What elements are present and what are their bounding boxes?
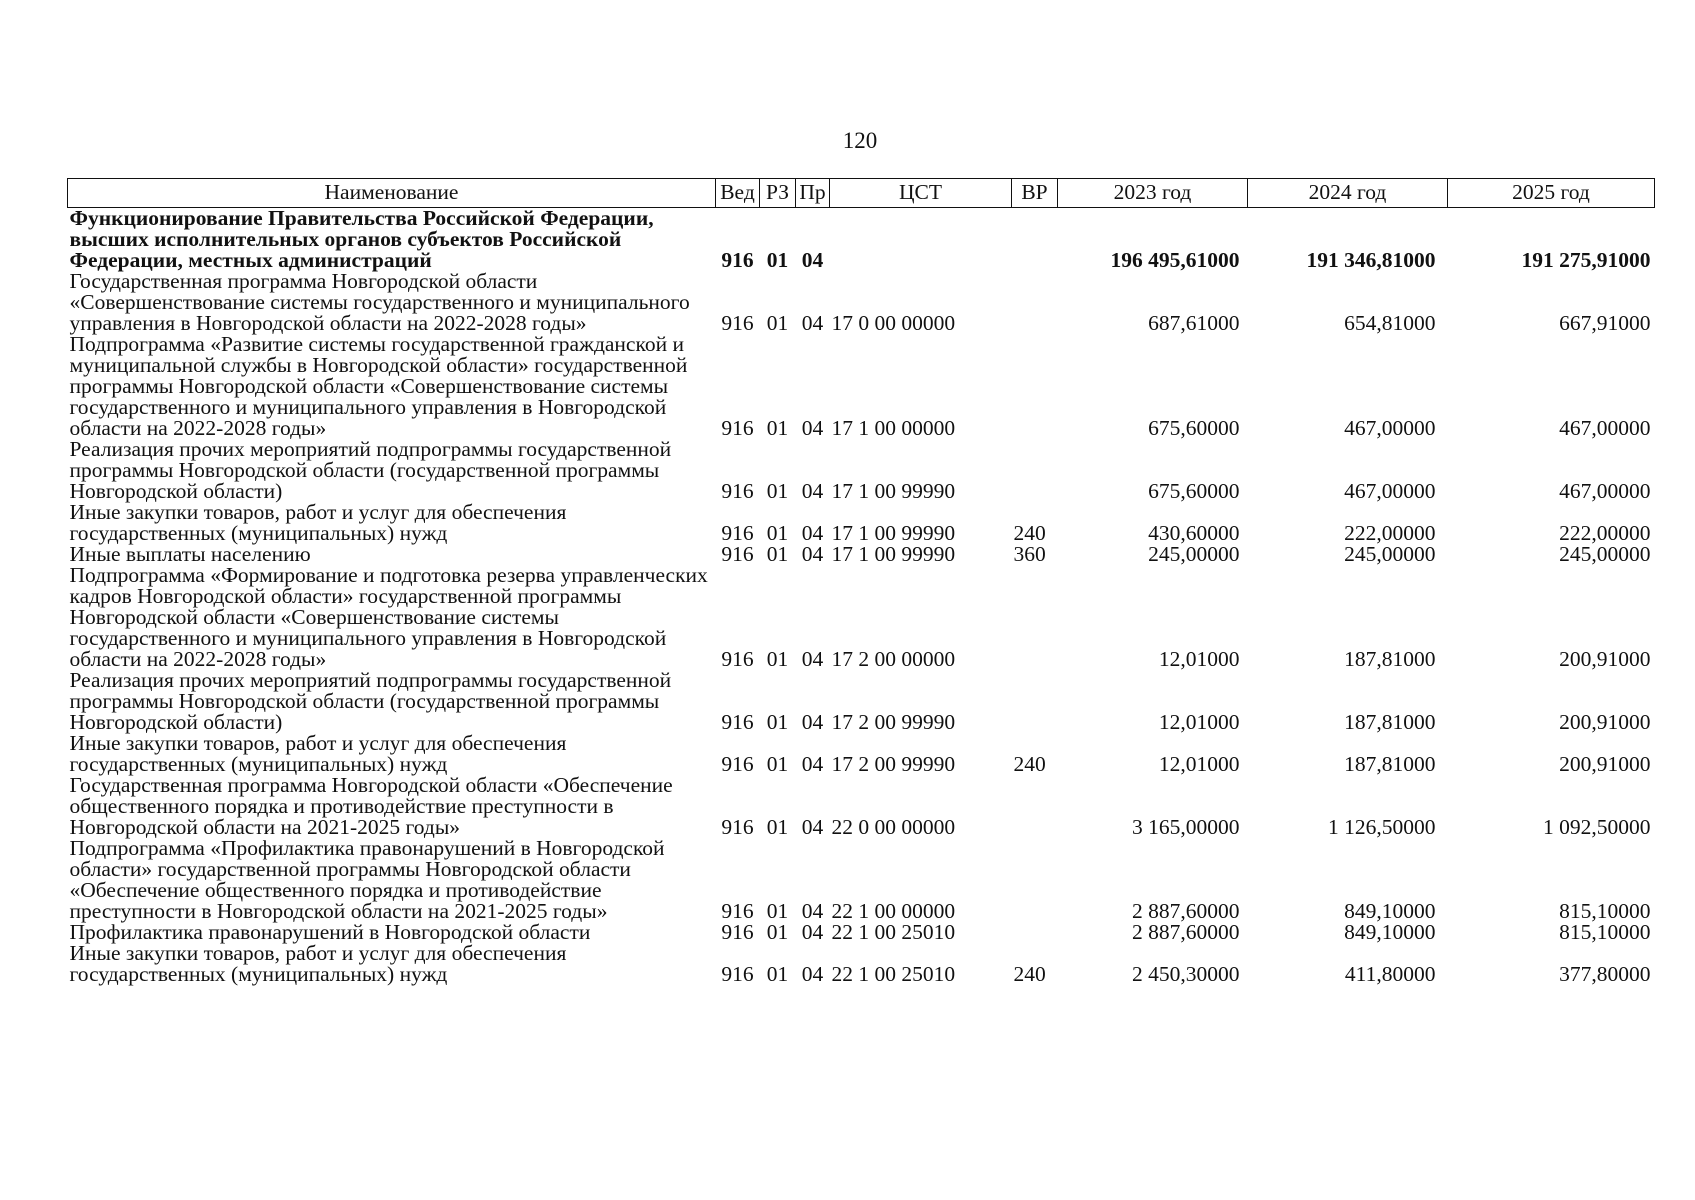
- row-cst: 17 1 00 99990: [831, 542, 956, 566]
- row-vr: 240: [1013, 521, 1046, 545]
- row-ved: 916: [721, 962, 754, 986]
- row-rz: 01: [766, 815, 789, 839]
- row-pr: 04: [801, 521, 824, 545]
- row-amount-2023: 12,01000: [1158, 752, 1240, 776]
- row-name: Функционирование Правительства Российской Федерации, высших исполнительных органов субъектов Российской Федерации, местных администраций: [69, 206, 654, 272]
- header-2024: 2024 год: [1248, 179, 1448, 208]
- row-amount-2025: 222,00000: [1559, 521, 1651, 545]
- row-ved: 916: [721, 416, 754, 440]
- row-cst: 22 1 00 25010: [831, 962, 956, 986]
- table-row: [68, 838, 1655, 922]
- row-rz: 01: [766, 920, 789, 944]
- row-name: Реализация прочих мероприятий подпрограммы государственной программы Новгородской области (государственной программы Новгородской области): [69, 668, 672, 734]
- row-amount-2023: 2 887,60000: [1132, 899, 1240, 923]
- row-ved: 916: [721, 710, 754, 734]
- row-cst: 17 2 00 00000: [831, 647, 956, 671]
- table-row: [68, 439, 1655, 502]
- row-amount-2024: 849,10000: [1344, 920, 1436, 944]
- row-cst: 17 2 00 99990: [831, 710, 956, 734]
- row-amount-2024: 1 126,50000: [1328, 815, 1436, 839]
- row-ved: 916: [721, 521, 754, 545]
- row-amount-2025: 200,91000: [1559, 752, 1651, 776]
- row-amount-2023: 3 165,00000: [1132, 815, 1240, 839]
- row-ved: 916: [721, 311, 754, 335]
- table-row: [68, 502, 1655, 544]
- row-cst: 17 1 00 00000: [831, 416, 956, 440]
- table-row: [68, 943, 1655, 985]
- row-name: Государственная программа Новгородской области «Совершенствование системы государственного и муниципального управления в Новгородской области на 2022-2028 годы»: [69, 269, 690, 335]
- row-vr: [1012, 565, 1058, 670]
- row-rz: 01: [766, 311, 789, 335]
- row-pr: 04: [801, 962, 824, 986]
- row-cst: 17 1 00 99990: [831, 479, 956, 503]
- header-2025: 2025 год: [1448, 179, 1655, 208]
- row-name: Иные закупки товаров, работ и услуг для обеспечения государственных (муниципальных) нужд: [69, 731, 567, 776]
- row-rz: 01: [766, 521, 789, 545]
- row-name: Подпрограмма «Профилактика правонарушений в Новгородской области» государственной программы Новгородской области «Обеспечение общественного порядка и противодействие преступности в Новгородской области на 2021-2025 годы»: [69, 836, 665, 923]
- row-ved: 916: [721, 542, 754, 566]
- row-amount-2024: 849,10000: [1344, 899, 1436, 923]
- row-ved: 916: [721, 899, 754, 923]
- table-body: [68, 208, 1655, 986]
- row-rz: 01: [766, 248, 789, 272]
- table-row: [68, 670, 1655, 733]
- row-vr: [1012, 208, 1058, 272]
- row-name: Иные закупки товаров, работ и услуг для обеспечения государственных (муниципальных) нужд: [69, 500, 567, 545]
- row-amount-2023: 675,60000: [1148, 479, 1240, 503]
- row-pr: 04: [801, 752, 824, 776]
- header-rz: РЗ: [760, 179, 796, 208]
- row-amount-2024: 187,81000: [1344, 710, 1436, 734]
- row-pr: 04: [801, 920, 824, 944]
- row-vr: 240: [1013, 962, 1046, 986]
- row-pr: 04: [801, 416, 824, 440]
- row-vr: [1012, 439, 1058, 502]
- row-rz: 01: [766, 542, 789, 566]
- row-amount-2024: 187,81000: [1344, 752, 1436, 776]
- row-ved: 916: [721, 647, 754, 671]
- row-cst: 17 1 00 99990: [831, 521, 956, 545]
- row-amount-2025: 377,80000: [1559, 962, 1651, 986]
- row-name: Реализация прочих мероприятий подпрограммы государственной программы Новгородской области (государственной программы Новгородской области): [69, 437, 672, 503]
- header-pr: Пр: [796, 179, 830, 208]
- row-pr: 04: [801, 899, 824, 923]
- row-vr: [1012, 271, 1058, 334]
- row-name: Подпрограмма «Развитие системы государственной гражданской и муниципальной службы в Новгородской области» государственной программы Новгородской области «Совершенствование системы государственного и муниципального управления в Новгородской области на 2022-2028 годы»: [69, 332, 688, 440]
- table-row: [68, 334, 1655, 439]
- row-vr: 360: [1013, 542, 1046, 566]
- table-row: [68, 565, 1655, 670]
- row-ved: 916: [721, 815, 754, 839]
- table-row: [68, 922, 1655, 943]
- row-name: Государственная программа Новгородской области «Обеспечение общественного порядка и противодействие преступности в Новгородской области на 2021-2025 годы»: [69, 773, 673, 839]
- row-amount-2025: 467,00000: [1559, 479, 1651, 503]
- row-rz: 01: [766, 962, 789, 986]
- row-amount-2025: 245,00000: [1559, 542, 1651, 566]
- table-row: [68, 544, 1655, 565]
- table-header: [68, 179, 1655, 208]
- page-number: 120: [842, 128, 878, 153]
- row-amount-2023: 430,60000: [1148, 521, 1240, 545]
- budget-table: [67, 178, 1655, 985]
- row-cst: [830, 208, 1012, 272]
- row-name: Подпрограмма «Формирование и подготовка резерва управленческих кадров Новгородской области» государственной программы Новгородской области «Совершенствование системы государственного и муниципального управления в Новгородской области на 2022-2028 годы»: [69, 563, 708, 671]
- row-vr: [1012, 775, 1058, 838]
- row-ved: 916: [721, 752, 754, 776]
- row-rz: 01: [766, 710, 789, 734]
- row-cst: 22 1 00 00000: [831, 899, 956, 923]
- row-amount-2025: 815,10000: [1559, 920, 1651, 944]
- row-amount-2023: 196 495,61000: [1110, 248, 1240, 272]
- row-amount-2024: 467,00000: [1344, 479, 1436, 503]
- header-ved: Вед: [716, 179, 760, 208]
- table-row: [68, 775, 1655, 838]
- row-amount-2025: 467,00000: [1559, 416, 1651, 440]
- row-name: Профилактика правонарушений в Новгородской области: [69, 920, 591, 944]
- row-amount-2024: 245,00000: [1344, 542, 1436, 566]
- row-name: Иные выплаты населению: [69, 542, 311, 566]
- row-amount-2024: 187,81000: [1344, 647, 1436, 671]
- row-pr: 04: [801, 311, 824, 335]
- row-name: Иные закупки товаров, работ и услуг для обеспечения государственных (муниципальных) нужд: [69, 941, 567, 986]
- row-vr: [1012, 838, 1058, 922]
- row-cst: 22 0 00 00000: [831, 815, 956, 839]
- row-amount-2025: 815,10000: [1559, 899, 1651, 923]
- row-ved: 916: [721, 248, 754, 272]
- row-ved: 916: [721, 479, 754, 503]
- header-2023: 2023 год: [1058, 179, 1248, 208]
- row-rz: 01: [766, 647, 789, 671]
- row-vr: [1012, 670, 1058, 733]
- row-amount-2023: 687,61000: [1148, 311, 1240, 335]
- row-pr: 04: [801, 542, 824, 566]
- row-amount-2025: 200,91000: [1559, 647, 1651, 671]
- row-amount-2023: 2 450,30000: [1132, 962, 1240, 986]
- row-amount-2025: 1 092,50000: [1543, 815, 1651, 839]
- row-amount-2025: 667,91000: [1559, 311, 1651, 335]
- row-ved: 916: [721, 920, 754, 944]
- row-amount-2024: 467,00000: [1344, 416, 1436, 440]
- row-amount-2023: 12,01000: [1158, 710, 1240, 734]
- row-amount-2024: 222,00000: [1344, 521, 1436, 545]
- row-amount-2024: 654,81000: [1344, 311, 1436, 335]
- row-cst: 17 0 00 00000: [831, 311, 956, 335]
- row-amount-2024: 191 346,81000: [1306, 248, 1436, 272]
- row-pr: 04: [801, 647, 824, 671]
- row-rz: 01: [766, 752, 789, 776]
- row-rz: 01: [766, 899, 789, 923]
- row-rz: 01: [766, 479, 789, 503]
- header-cst: ЦСТ: [830, 179, 1012, 208]
- row-vr: [1012, 334, 1058, 439]
- row-pr: 04: [801, 815, 824, 839]
- row-vr: 240: [1013, 752, 1046, 776]
- header-name: Наименование: [68, 179, 716, 208]
- row-pr: 04: [801, 710, 824, 734]
- row-amount-2023: 245,00000: [1148, 542, 1240, 566]
- row-amount-2023: 2 887,60000: [1132, 920, 1240, 944]
- row-amount-2024: 411,80000: [1344, 962, 1436, 986]
- row-cst: 17 2 00 99990: [831, 752, 956, 776]
- row-vr: [1012, 922, 1058, 943]
- row-rz: 01: [766, 416, 789, 440]
- row-amount-2025: 200,91000: [1559, 710, 1651, 734]
- table-row: [68, 271, 1655, 334]
- row-pr: 04: [801, 479, 824, 503]
- row-amount-2025: 191 275,91000: [1521, 248, 1651, 272]
- header-vr: ВР: [1012, 179, 1058, 208]
- row-amount-2023: 675,60000: [1148, 416, 1240, 440]
- row-amount-2023: 12,01000: [1158, 647, 1240, 671]
- table-row: [68, 733, 1655, 775]
- table-row: [68, 208, 1655, 272]
- row-pr: 04: [801, 248, 824, 272]
- row-cst: 22 1 00 25010: [831, 920, 956, 944]
